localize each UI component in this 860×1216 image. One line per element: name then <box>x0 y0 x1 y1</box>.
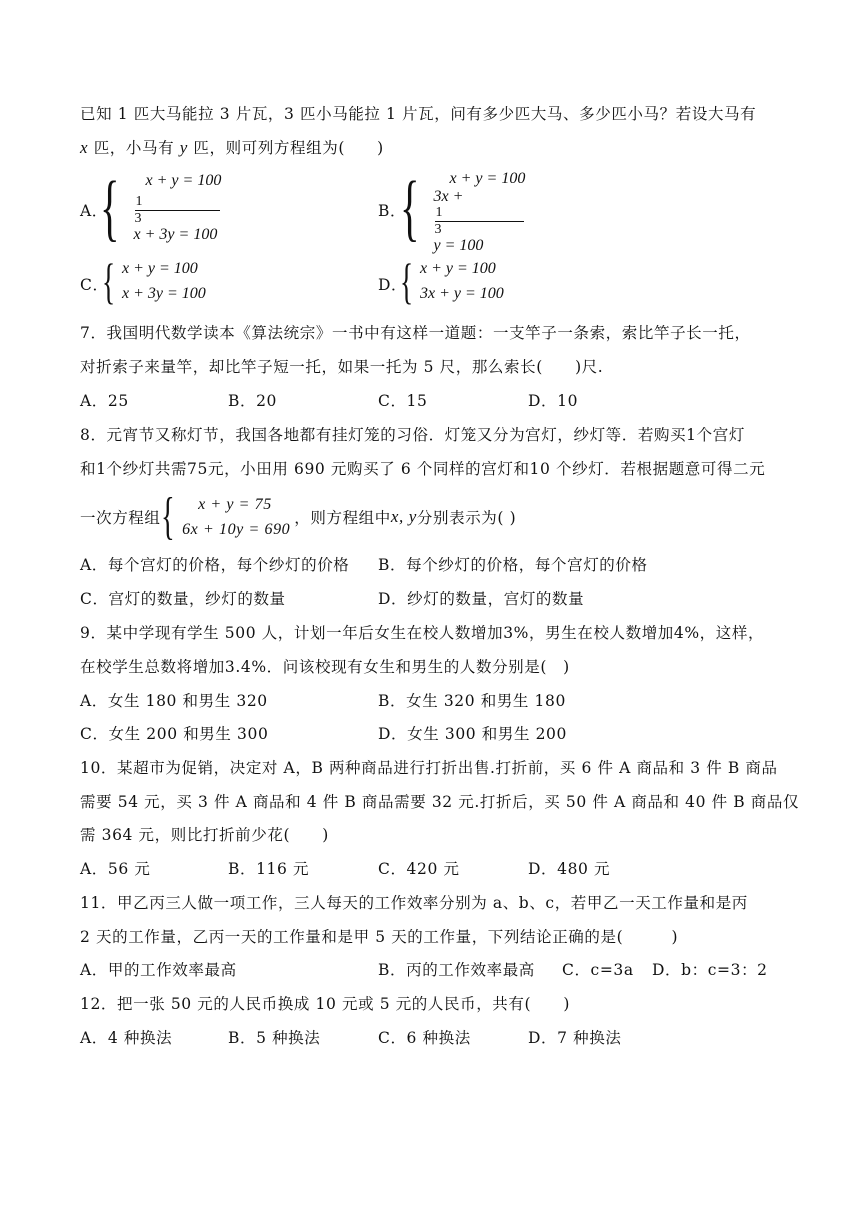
q6-b-eq1: x + y = 100 <box>449 170 526 187</box>
q6-option-d-system <box>400 253 504 309</box>
q12-option-c: C．6 种换法 <box>378 1029 471 1047</box>
brace-icon: { <box>400 167 420 249</box>
q8-line1: 8．元宵节又称灯节，我国各地都有挂灯笼的习俗．灯笼又分为宫灯，纱灯等．若购买1个宫灯 <box>80 426 745 444</box>
fraction-one-third: 1 3 <box>435 206 525 237</box>
q7-option-b: B．20 <box>228 392 278 410</box>
q11-option-d: D．b：c=3：2 <box>652 961 768 979</box>
q11-option-b: B．丙的工作效率最高 <box>378 961 535 979</box>
q6-var-x: x <box>80 138 89 157</box>
q7-line2: 对折索子来量竿，却比竿子短一托，如果一托为 5 尺，那么索长( )尺. <box>80 358 604 376</box>
q6-a-eq2: 1 3 x + 3y = 100 <box>134 195 222 244</box>
q10-option-b: B．116 元 <box>228 860 310 878</box>
q6-line2 <box>80 136 384 158</box>
q8-line3-pre: 一次方程组 <box>80 509 161 527</box>
q8-line3 <box>80 488 517 545</box>
q10-line3: 需 364 元，则比打折前少花( ) <box>80 826 329 844</box>
q7-option-d: D．10 <box>528 392 579 410</box>
q6-option-a-label: A． <box>80 202 108 220</box>
q7-line1: 7．我国明代数学读本《算法统宗》一书中有这样一道题：一支竿子一条索，索比竿子长一托， <box>80 324 751 342</box>
brace-icon: { <box>100 167 120 249</box>
q6-line1: 已知 1 匹大马能拉 3 片瓦，3 匹小马能拉 1 片瓦，问有多少匹大马、多少匹小马？若设大马有 <box>80 105 757 123</box>
q10-line1: 10．某超市为促销，决定对 A，B 两种商品进行打折出售.打折前，买 6 件 A 商品和 3 件 B 商品 <box>80 759 778 777</box>
q8-system <box>160 488 291 545</box>
q6-option-b-system <box>400 167 526 254</box>
q8-line3-post-a: ，则方程组中 <box>294 509 391 527</box>
brace-icon: { <box>160 488 175 545</box>
q6-option-c-system <box>102 253 206 309</box>
q10-option-a: A．56 元 <box>80 860 151 878</box>
q11-option-a: A．甲的工作效率最高 <box>80 961 237 979</box>
q6-option-c-label: C． <box>80 276 109 294</box>
q12-option-a: A．4 种换法 <box>80 1029 173 1047</box>
q6-var-y: y <box>179 138 188 157</box>
q6-c-eq1: x + y = 100 <box>122 259 198 277</box>
q9-option-b: B．女生 320 和男生 180 <box>378 692 566 710</box>
q6-c-eq2: x + 3y = 100 <box>122 284 206 302</box>
q6-d-eq2: 3x + y = 100 <box>420 284 504 302</box>
q7-option-c: C．15 <box>378 392 428 410</box>
q6-option-a-system <box>100 167 222 249</box>
q10-option-d: D．480 元 <box>528 860 611 878</box>
q7-option-a: A．25 <box>80 392 129 410</box>
q8-line2: 和1个纱灯共需75元，小田用 690 元购买了 6 个同样的宫灯和10 个纱灯．若根据题意可得二元 <box>80 460 766 478</box>
q8-vars: x, y <box>390 507 417 526</box>
q8-eq1: x + y = 75 <box>198 495 272 513</box>
brace-icon: { <box>400 253 414 309</box>
brace-icon: { <box>102 253 116 309</box>
q6-line2-mid: 匹，小马有 <box>93 139 175 157</box>
q6-d-eq1: x + y = 100 <box>420 259 496 277</box>
q9-option-d: D．女生 300 和男生 200 <box>378 725 567 743</box>
q8-option-b: B．每个纱灯的价格，每个宫灯的价格 <box>378 556 648 574</box>
fraction-one-third: 1 3 <box>135 195 221 226</box>
q8-eq2: 6x + 10y = 690 <box>182 520 291 538</box>
q10-option-c: C．420 元 <box>378 860 460 878</box>
q9-line1: 9．某中学现有学生 500 人，计划一年后女生在校人数增加3%，男生在校人数增加4%，这样， <box>80 624 765 642</box>
q9-option-c: C．女生 200 和男生 300 <box>80 725 269 743</box>
q10-line2: 需要 54 元，买 3 件 A 商品和 4 件 B 商品需要 32 元.打折后，买 50 件 A 商品和 40 件 B 商品仅 <box>80 793 800 811</box>
q12-option-d: D．7 种换法 <box>528 1029 622 1047</box>
q6-option-b-label: B． <box>378 202 407 220</box>
q11-line2: 2 天的工作量，乙丙一天的工作量和是甲 5 天的工作量，下列结论正确的是( ) <box>80 928 679 946</box>
q12-line1: 12．把一张 50 元的人民币换成 10 元或 5 元的人民币，共有( ) <box>80 995 570 1013</box>
q6-option-d-label: D． <box>378 276 408 294</box>
q6-a-eq1: x + y = 100 <box>145 172 222 190</box>
q8-line3-post-b: 分别表示为( ) <box>416 509 517 527</box>
q6-b-eq2: 3x + 1 3 y = 100 <box>434 188 526 255</box>
q6-line2-end: 匹，则可列方程组为( ) <box>193 139 384 157</box>
q8-option-c: C．宫灯的数量，纱灯的数量 <box>80 590 286 608</box>
q8-option-d: D．纱灯的数量，宫灯的数量 <box>378 590 585 608</box>
q11-line1: 11．甲乙丙三人做一项工作，三人每天的工作效率分别为 a、b、c，若甲乙一天工作量和是丙 <box>80 894 748 912</box>
q11-option-c: C．c=3a <box>562 961 634 979</box>
q8-option-a: A．每个宫灯的价格，每个纱灯的价格 <box>80 556 350 574</box>
q9-line2: 在校学生总数将增加3.4%．问该校现有女生和男生的人数分别是( ) <box>80 658 570 676</box>
q12-option-b: B．5 种换法 <box>228 1029 321 1047</box>
q9-option-a: A．女生 180 和男生 320 <box>80 692 268 710</box>
